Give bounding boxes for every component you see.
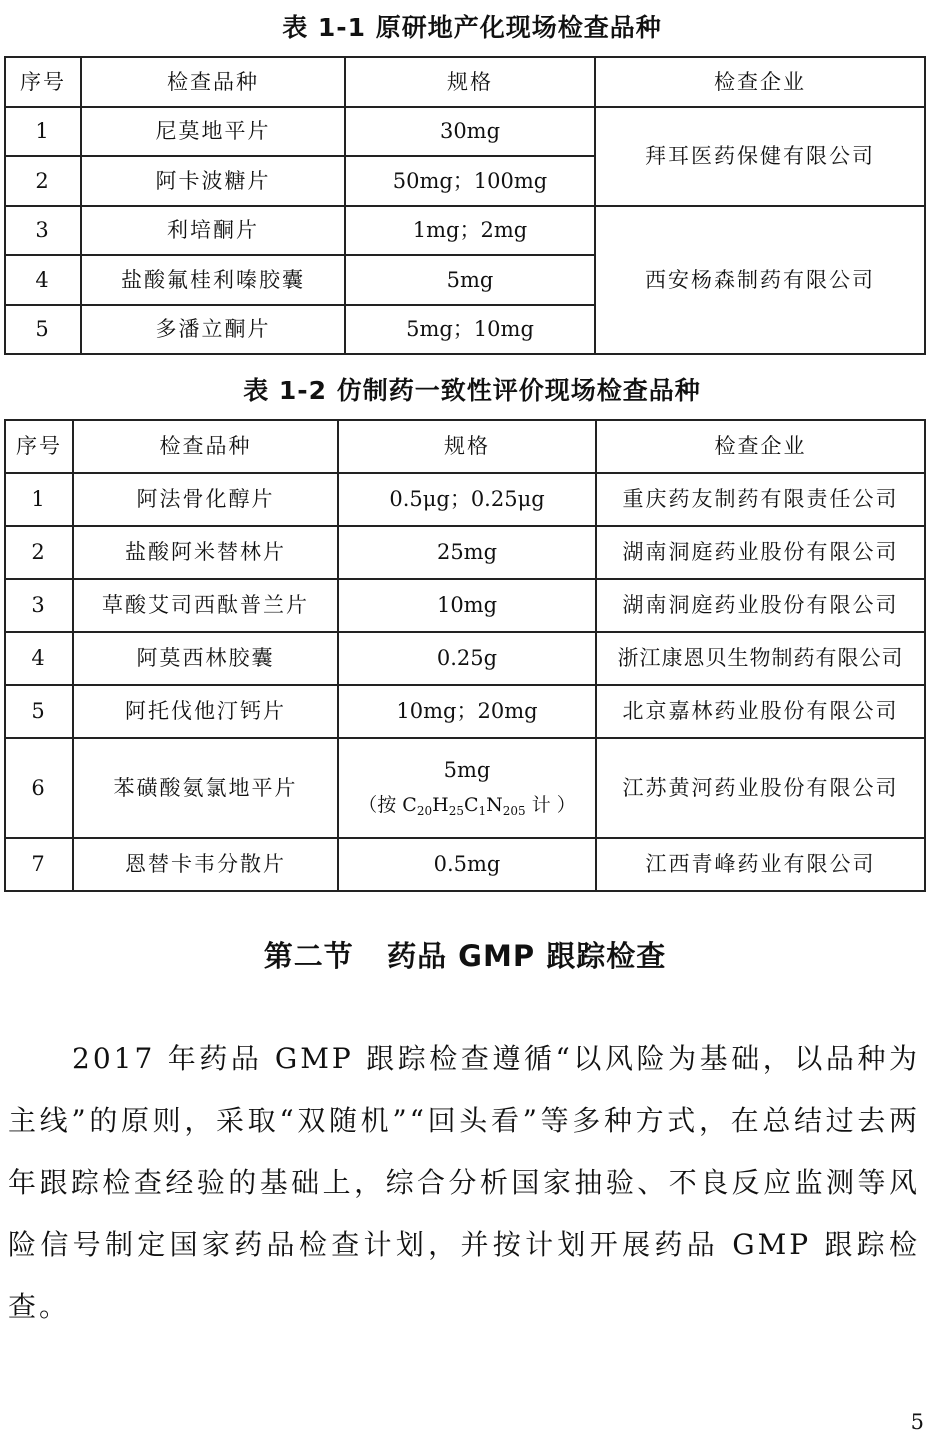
formula-subscript: 205 (502, 803, 526, 818)
row-number: 4 (5, 632, 73, 685)
product-spec: 10mg；20mg (338, 685, 596, 738)
company-name: 湖南洞庭药业股份有限公司 (596, 526, 925, 579)
product-spec: 25mg (338, 526, 596, 579)
table-row (5, 738, 925, 838)
table-row (5, 107, 925, 157)
product-name: 盐酸阿米替林片 (73, 526, 338, 579)
company-name: 拜耳医药保健有限公司 (595, 107, 925, 206)
table-row (5, 685, 925, 738)
row-number: 5 (5, 305, 81, 355)
table1 (4, 56, 926, 355)
product-name: 尼莫地平片 (81, 107, 345, 157)
product-name: 阿莫西林胶囊 (73, 632, 338, 685)
formula-element: C (402, 793, 417, 816)
product-spec: 5mg (443, 758, 491, 783)
table-row (5, 838, 925, 891)
formula-element: H (432, 793, 449, 816)
table-header-row (5, 57, 925, 107)
table2 (4, 419, 926, 892)
product-name: 多潘立酮片 (81, 305, 345, 355)
row-number: 4 (5, 255, 81, 305)
row-number: 2 (5, 526, 73, 579)
product-name: 阿法骨化醇片 (73, 473, 338, 526)
row-number: 1 (5, 107, 81, 157)
row-number: 3 (5, 579, 73, 632)
product-name: 草酸艾司西酞普兰片 (73, 579, 338, 632)
product-spec: 0.5μg；0.25μg (338, 473, 596, 526)
product-name: 阿托伐他汀钙片 (73, 685, 338, 738)
table1-caption: 表 1-1 原研地产化现场检查品种 (282, 13, 662, 42)
formula-element: N (486, 793, 503, 816)
company-name: 湖南洞庭药业股份有限公司 (596, 579, 925, 632)
row-number: 6 (5, 738, 73, 838)
company-name: 江苏黄河药业股份有限公司 (596, 738, 925, 838)
company-name: 北京嘉林药业股份有限公司 (596, 685, 925, 738)
formula-subscript: 25 (448, 803, 464, 818)
section-title: 第二节 药品 GMP 跟踪检查 (263, 939, 667, 973)
product-spec: 5mg (345, 255, 595, 305)
formula-element: C (463, 793, 479, 816)
formula-close: 计 ） (531, 793, 576, 816)
header-cell: 检查企业 (595, 57, 925, 107)
product-spec-cell (338, 738, 596, 838)
product-spec: 10mg (338, 579, 596, 632)
header-cell: 检查企业 (596, 420, 925, 473)
table-row (5, 206, 925, 256)
header-cell: 检查品种 (81, 57, 345, 107)
product-spec: 5mg；10mg (345, 305, 595, 355)
product-name: 利培酮片 (81, 206, 345, 256)
body-paragraph: 2017 年药品 GMP 跟踪检查遵循“以风险为基础，以品种为主线”的原则，采取“双随机”“回头看”等多种方式，在总结过去两年跟踪检查经验的基础上，综合分析国家抽验、不良反应监测等风险信号制定国家药品检查计划，并按计划开展药品 GMP 跟踪检查。 (8, 1042, 920, 1323)
row-number: 1 (5, 473, 73, 526)
company-name: 西安杨森制药有限公司 (595, 206, 925, 355)
product-name: 盐酸氟桂利嗪胶囊 (81, 255, 345, 305)
header-cell: 检查品种 (73, 420, 338, 473)
formula-subscript: 20 (416, 803, 433, 818)
product-spec: 30mg (345, 107, 595, 157)
row-number: 3 (5, 206, 81, 256)
product-name: 苯磺酸氨氯地平片 (73, 738, 338, 838)
company-name: 重庆药友制药有限责任公司 (596, 473, 925, 526)
product-spec: 0.5mg (338, 838, 596, 891)
table-row (5, 526, 925, 579)
page-number: 5 (910, 1410, 924, 1434)
table-row (5, 579, 925, 632)
product-name: 阿卡波糖片 (81, 156, 345, 206)
product-name: 恩替卡韦分散片 (73, 838, 338, 891)
header-cell: 序号 (5, 420, 73, 473)
row-number: 5 (5, 685, 73, 738)
product-spec: 0.25g (338, 632, 596, 685)
table-row (5, 473, 925, 526)
table-header-row (5, 420, 925, 473)
row-number: 7 (5, 838, 73, 891)
spec-formula-note (339, 794, 595, 819)
header-cell: 规格 (338, 420, 596, 473)
company-name: 江西青峰药业有限公司 (596, 838, 925, 891)
table-row (5, 632, 925, 685)
company-name: 浙江康恩贝生物制药有限公司 (596, 632, 925, 685)
header-cell: 规格 (345, 57, 595, 107)
formula-subscript: 1 (478, 803, 487, 818)
formula-open: （按 (358, 793, 397, 816)
product-spec: 1mg；2mg (345, 206, 595, 256)
table2-caption: 表 1-2 仿制药一致性评价现场检查品种 (243, 376, 701, 405)
row-number: 2 (5, 156, 81, 206)
header-cell: 序号 (5, 57, 81, 107)
product-spec: 50mg；100mg (345, 156, 595, 206)
